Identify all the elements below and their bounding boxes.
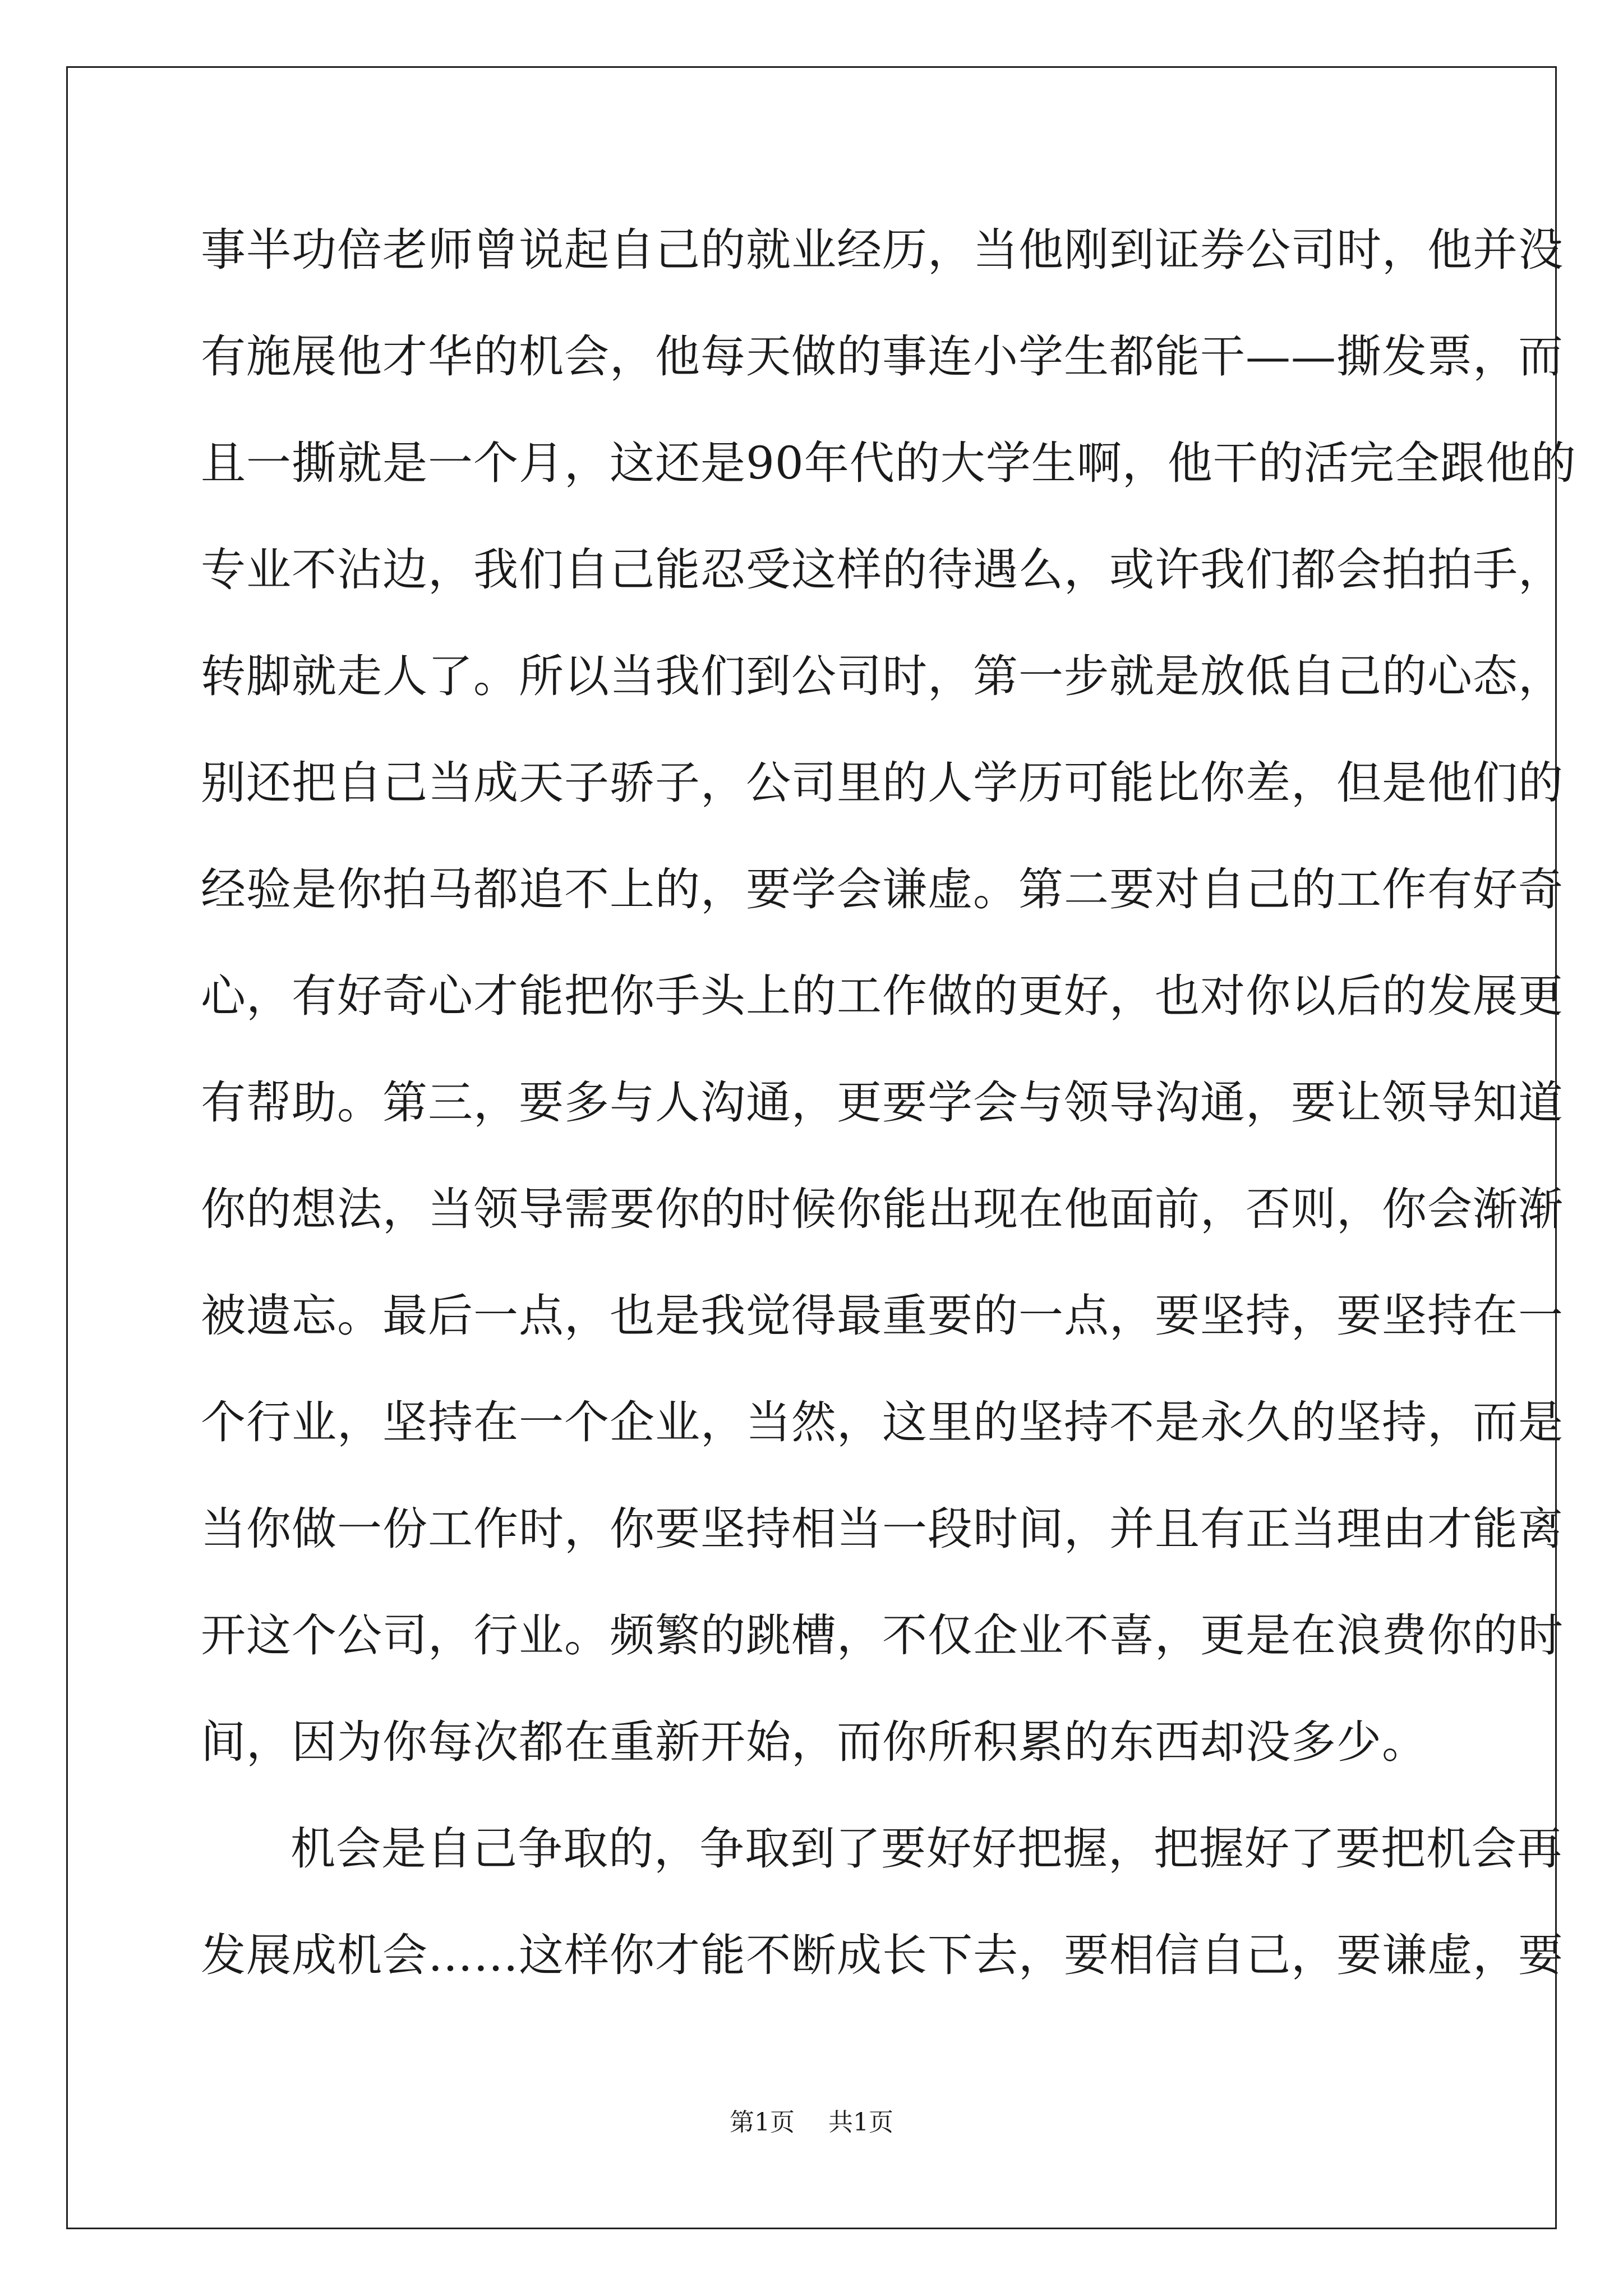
text-line: 有帮助。第三，要多与人沟通，更要学会与领导沟通，要让领导知道 bbox=[201, 1076, 1564, 1129]
text-line: 被遗忘。最后一点，也是我觉得最重要的一点，要坚持，要坚持在一 bbox=[201, 1290, 1564, 1342]
text-line: 事半功倍老师曾说起自己的就业经历，当他刚到证券公司时，他并没 bbox=[201, 224, 1564, 276]
text-line: 你的想法，当领导需要你的时候你能出现在他面前，否则，你会渐渐 bbox=[201, 1183, 1564, 1235]
page-footer bbox=[0, 2106, 1623, 2139]
text-line: 且一撕就是一个月，这还是90年代的大学生啊，他干的活完全跟他的 bbox=[201, 437, 1576, 489]
text-line: 心，有好奇心才能把你手头上的工作做的更好，也对你以后的发展更 bbox=[201, 970, 1564, 1022]
text-line: 经验是你拍马都追不上的，要学会谦虚。第二要对自己的工作有好奇 bbox=[201, 863, 1564, 915]
text-line: 有施展他才华的机会，他每天做的事连小学生都能干——撕发票，而 bbox=[201, 330, 1564, 383]
paragraph-start-line: 机会是自己争取的，争取到了要好好把握，把握好了要把机会再 bbox=[291, 1823, 1562, 1875]
page-count: 共1页 bbox=[828, 2108, 893, 2137]
text-line: 间，因为你每次都在重新开始，而你所积累的东西却没多少。 bbox=[201, 1716, 1427, 1768]
page-number: 第1页 bbox=[730, 2108, 795, 2137]
text-line: 转脚就走人了。所以当我们到公司时，第一步就是放低自己的心态， bbox=[201, 650, 1564, 702]
document-body bbox=[201, 218, 1576, 2030]
text-line: 开这个公司，行业。频繁的跳槽，不仅企业不喜，更是在浪费你的时 bbox=[201, 1609, 1564, 1662]
text-line: 别还把自己当成天子骄子，公司里的人学历可能比你差，但是他们的 bbox=[201, 757, 1564, 809]
text-line: 发展成机会……这样你才能不断成长下去，要相信自己，要谦虚，要 bbox=[201, 1929, 1564, 1981]
text-line: 当你做一份工作时，你要坚持相当一段时间，并且有正当理由才能离 bbox=[201, 1503, 1564, 1555]
text-line: 专业不沾边，我们自己能忍受这样的待遇么，或许我们都会拍拍手， bbox=[201, 544, 1564, 596]
text-line: 个行业，坚持在一个企业，当然，这里的坚持不是永久的坚持，而是 bbox=[201, 1396, 1564, 1448]
